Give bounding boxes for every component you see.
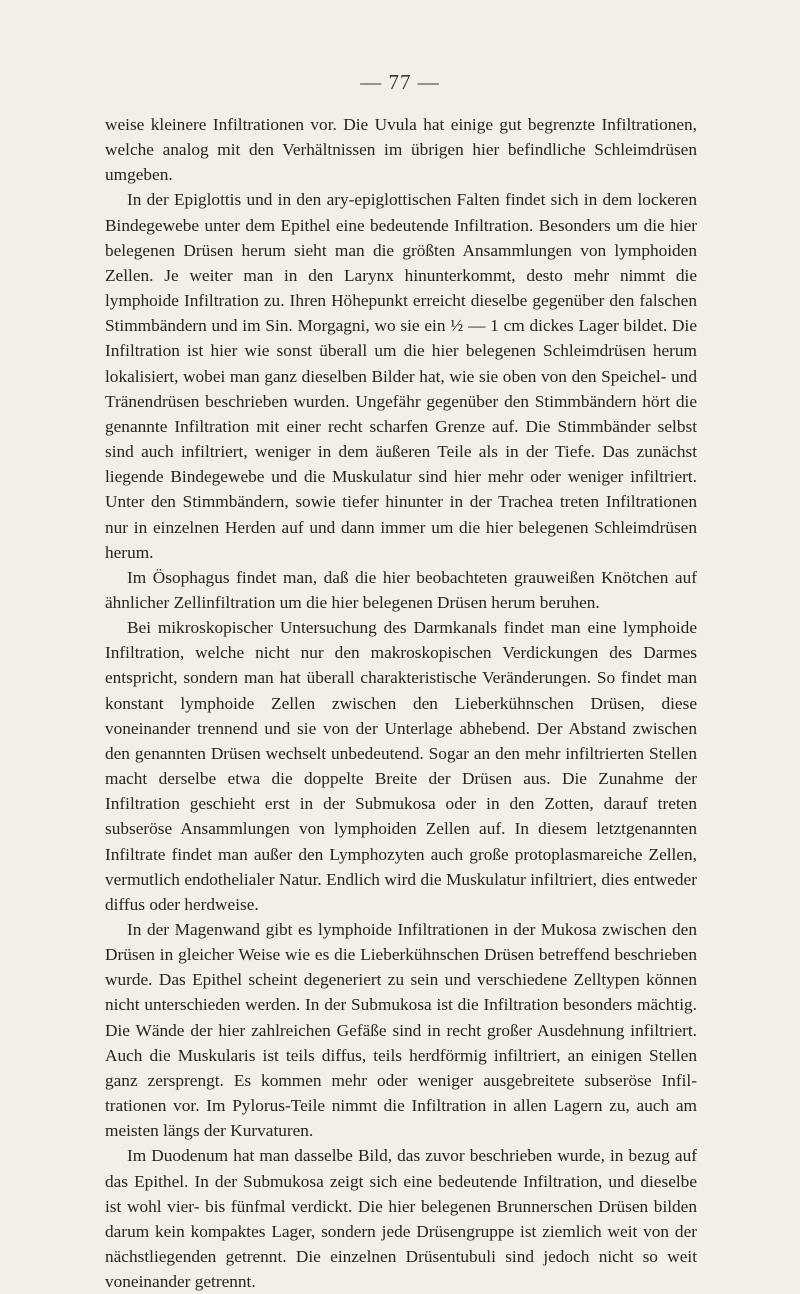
paragraph-epiglottis: In der Epiglottis und in den ary-epiglottischen Falten findet sich in dem lockeren Bindegewebe unter dem Epithel eine bedeutende Infiltration. Besonders um die hier belegenen Drüsen herum sieht man die größten Ansammlungen von lymphoiden Zellen. Je weiter man in den Larynx hinunterkommt, desto mehr nimmt die lymphoide Infiltration zu. Ihren Höhepunkt erreicht dieselbe gegenüber den falschen Stimmbändern und im Sin. Morgagni, wo sie ein ½ — 1 cm dickes Lager bildet. Die Infiltration ist hier wie sonst überall um die hier belegenen Schleimdrüsen herum lokalisiert, wobei man ganz dieselben Bilder hat, wie sie oben von den Speichel- und Tränendrüsen beschrieben wurden. Ungefähr gegenüber den Stimmbändern hört die genannte Infiltration mit einer recht scharfen Grenze auf. Die Stimmbänder selbst sind auch infiltriert, weniger in dem äußeren Teile als in der Tiefe. Das zunächst liegende Bindegewebe und die Muskulatur sind hier mehr oder weniger infiltriert. Unter den Stimmbändern, sowie tiefer hinunter in der Trachea treten Infiltrationen nur in einzelnen Herden auf und dann immer um die hier belegenen Schleimdrüsen herum. [105, 190, 697, 562]
paragraph-uvula: weise kleinere Infiltrationen vor. Die Uvula hat einige gut begrenzte Infiltrationen, welche analog mit den Verhältnissen im übrigen hier befindliche Schleimdrüsen umgeben. [105, 115, 697, 185]
page-number: — 77 — [360, 70, 440, 94]
paragraph-magenwand: In der Magenwand gibt es lymphoide Infiltrationen in der Mukosa zwischen den Drüsen in gleicher Weise wie es die Lieberkühnschen Drüsen betreffend beschrieben wurde. Das Epithel scheint degeneriert zu sein und verschiedene Zelltypen können nicht unterschieden werden. In der Submukosa ist die Infiltration besonders mächtig. Die Wände der hier zahlreichen Gefäße sind in recht großer Ausdehnung infiltriert. Auch die Muskularis ist teils diffus, teils herdförmig infiltriert, an einigen Stellen ganz zersprengt. Es kommen mehr oder weniger ausgebreitete subseröse Infiltrationen vor. Im Pylorus-Teile nimmt die Infiltration in allen Lagern zu, auch am meisten längs der Kurvaturen. [105, 920, 697, 1141]
paragraph-oesophagus: Im Ösophagus findet man, daß die hier beobachteten grauweißen Knötchen auf ähnlicher Zellinfiltration um die hier belegenen Drüsen herum beruhen. [105, 567, 697, 612]
paragraph-duodenum: Im Duodenum hat man dasselbe Bild, das zuvor beschrieben wurde, in bezug auf das Epithel. In der Submukosa zeigt sich eine bedeutende Infiltration, und dieselbe ist wohl vier- bis fünfmal verdickt. Die hier belegenen Brunnerschen Drüsen bilden darum kein kompaktes Lager, sondern jede Drüsengruppe ist ziemlich weit von der nächstliegenden getrennt. Die einzelnen Drüsentubuli sind jedoch nicht so weit voneinander getrennt. [105, 1146, 697, 1292]
body-text [105, 112, 697, 1294]
paragraph-darmkanal: Bei mikroskopischer Untersuchung des Darmkanals findet man eine lymphoide Infiltration, welche nicht nur den makroskopischen Verdickungen des Darmes entspricht, sondern man hat überall charakteristische Veränderungen. So findet man konstant lymphoide Zellen zwischen den Lieberkühnschen Drüsen, diese voneinander trennend und sie von der Unterlage abhebend. Der Abstand zwischen den genannten Drüsen wechselt unbedeutend. Sogar an den mehr infiltrierten Stellen macht derselbe etwa die doppelte Breite der Drüsen aus. Die Zunahme der Infiltration geschieht erst in der Submukosa oder in den Zotten, darauf treten subseröse Ansammlungen von lymphoiden Zellen auf. In diesem letztgenannten Infiltrate findet man außer den Lymphozyten auch große protoplasmareiche Zellen, vermutlich endothelialer Natur. Endlich wird die Muskulatur infiltriert, dies entweder diffus oder herdweise. [105, 618, 697, 914]
